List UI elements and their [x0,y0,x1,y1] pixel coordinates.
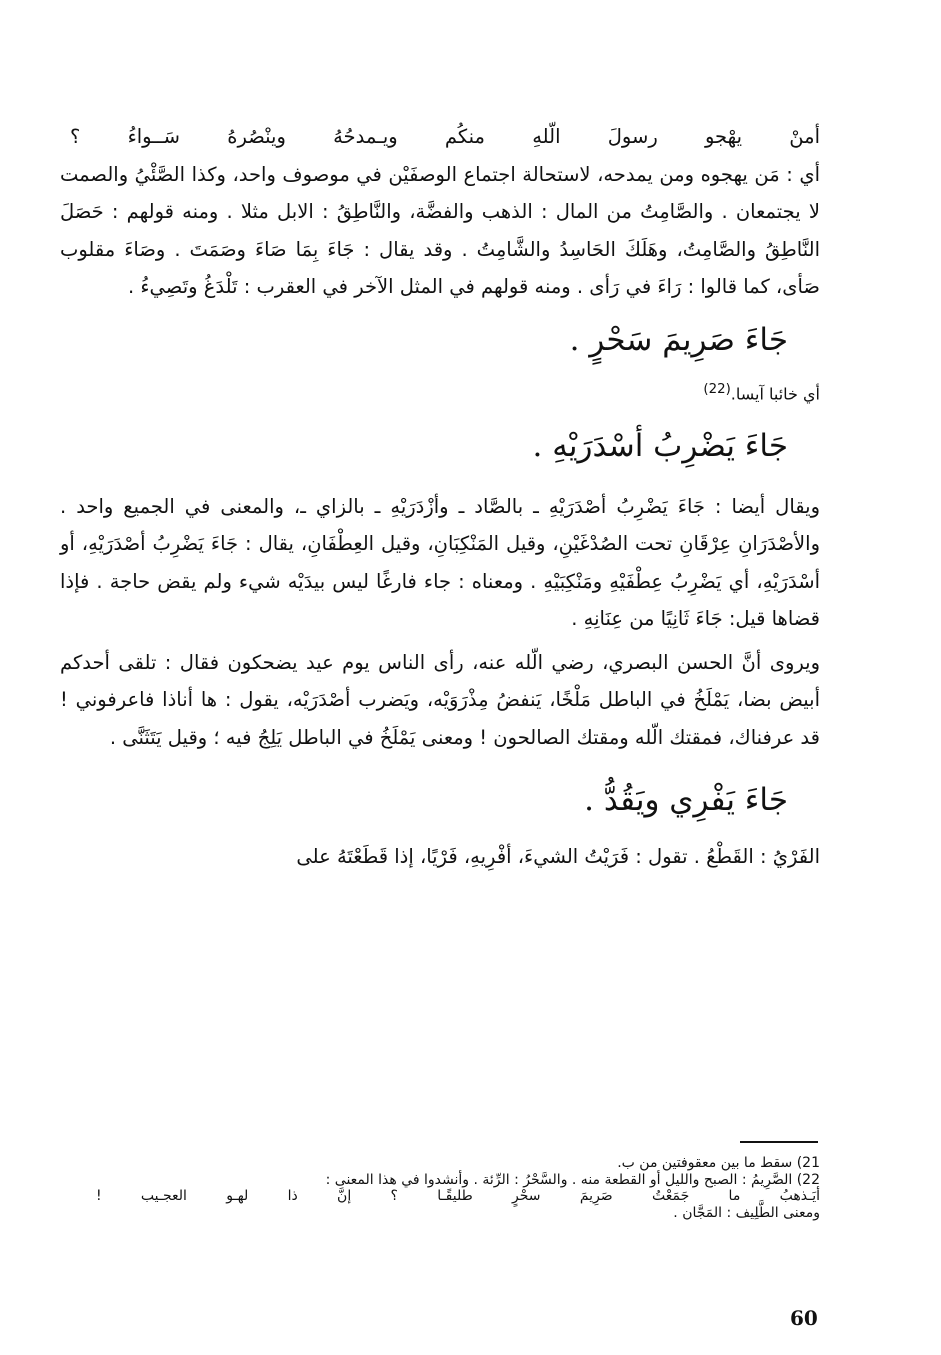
footnote-22-verse: أيَـذهبُ ما جَمَعْتُ صَرِيمَ سحْرٍ طليقًـا ؟ إنَّ ذا لهـو العجـيب ! [96,1188,820,1204]
paragraph-2: ويقال أيضا : جَاءَ يَضْرِبُ أصْدَرَيْهِ ـ بالصَّاد ـ وأزْدَرَيْهِ ـ بالزاي ـ، والمعنى في الجميع واحد . والأصْدَرَانِ عِرْقَانِ تحت الصُدْغَيْنِ، وقيل المَنْكِبَانِ، وقيل العِطْفَانِ، يقال : جَاءَ يَضْرِبُ أصْدَرَيْهِ، أو أسْدَرَيْهِ، أي يَضْرِبُ عِطْفَيْهِ ومَنْكِبَيْهِ . ومعناه : جاء فارغًا ليس بيدَيْه شيء ولم يقض حاجة . فإذا قضاها قيل: جَاءَ ثَانِيًا من عِنَانِهِ . [60,494,820,631]
explanation-text: أي خائبا آيسا. [730,383,820,403]
footnote-separator [740,1141,818,1143]
page-body [60,118,820,876]
proverb-heading-3: جَاءَ يَفْرِي ويَقُدُّ . [584,782,788,819]
footnotes [96,1155,820,1221]
paragraph-4: الفَرْيُ : القَطْعُ . تقول : فَرَيْتُ الشيءَ، أفْرِيهِ، فَرْيًا، إذا قَطَعْتَهُ على [296,845,820,869]
heading-1-explanation [60,380,820,404]
paragraph-1: أي : مَن يهجوه ومن يمدحه، لاستحالة اجتماع الوصفَيْن في موصوف واحد، وكذا الصَّئْيُ والصمت لا يجتمعان . والصَّامِتُ من المال : الذهب والفضَّة، والنَّاطِقُ : الابل مثلا . ومنه قولهم : حَصَلَ النَّاطِقُ والصَّامِتُ، وهَلَكَ الحَاسِدُ والشَّامِتُ . وقد يقال : جَاءَ بِمَا صَاءَ وصَمَتَ . وصَاءَ مقلوب صَأى، كما قالوا : رَاءَ في رَأى . ومنه قولهم في المثل الآخر في العقرب : تَلْدَغُ وتَصِيءُ . [60,162,820,298]
proverb-heading-1: جَاءَ صَرِيمَ سَحْرٍ . [569,321,788,358]
footnote-22-end: ومعنى الطَّلِيف : المَجَّان . [673,1204,820,1221]
footnote-21: 21) سقط ما بين معقوفتين من ب. [617,1155,820,1171]
footnote-22: 22) الصَّرِيمُ : الصبح والليل أو القطعة منه . والسَّحْرُ : الرِّئة . وأنشدوا في هذا المعنى : [325,1171,820,1188]
verse-line: أمنْ يهْجو رسولَ الّلهِ منكُم ويـمدحُهُ وينْصُرهُ سَــواءُ ؟ [70,125,820,148]
proverb-heading-2: جَاءَ يَضْرِبُ أسْدَرَيْهِ . [532,427,788,464]
footnote-ref-22: (22) [703,381,731,397]
page-number: 60 [790,1306,818,1330]
paragraph-3: ويروى أنَّ الحسن البصري، رضي الّله عنه، رأى الناس يوم عيد يضحكون فقال : تلقى أحدكم أبيض بضا، يَمْلَخُ في الباطل مَلْخًا، يَنفضُ مِذْرَوَيْه، ويَضرب أصْدَرَيْه، يقول : ها أناذا فاعرفوني ! قد عرفناك، فمقتك الّله ومقتك الصالحون ! ومعنى يَمْلَخُ في الباطل يَلِجُ فيه ؛ وقيل يَتَثَنَّى . [60,650,820,749]
